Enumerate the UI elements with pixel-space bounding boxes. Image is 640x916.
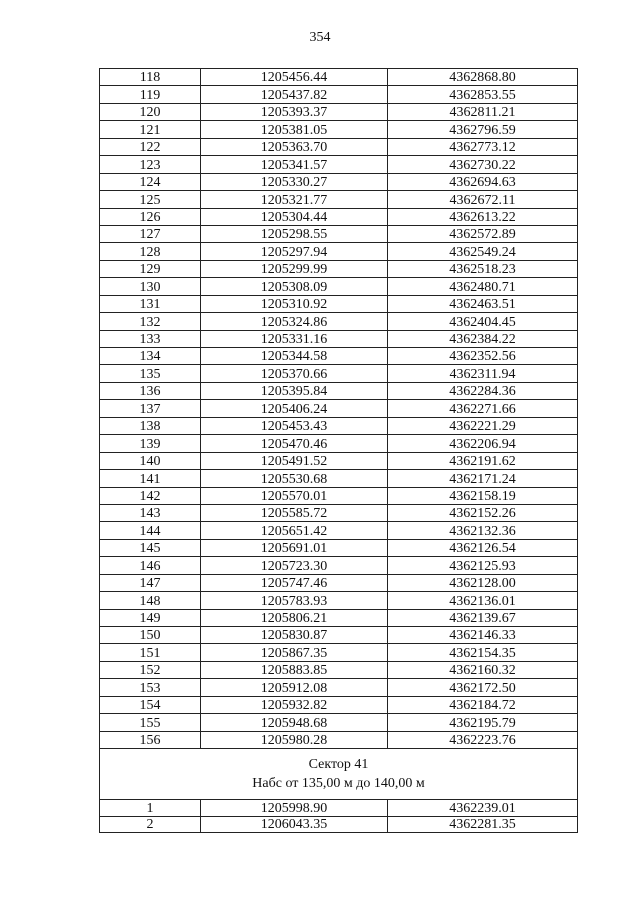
point-number-cell: 141 [100,470,201,487]
point-number-cell: 145 [100,539,201,556]
table-row [100,208,578,225]
y-coordinate-cell: 4362730.22 [388,156,578,173]
x-coordinate-cell: 1205363.70 [201,138,388,155]
table-row [100,679,578,696]
table-row [100,470,578,487]
table-row [100,627,578,644]
y-coordinate-cell: 4362132.36 [388,522,578,539]
y-coordinate-cell: 4362172.50 [388,679,578,696]
x-coordinate-cell: 1205883.85 [201,661,388,678]
page-number: 354 [309,30,331,45]
point-number-cell: 119 [100,86,201,103]
x-coordinate-cell: 1205406.24 [201,400,388,417]
point-number-cell: 2 [100,816,201,833]
coordinates-table [99,68,578,833]
x-coordinate-cell: 1205395.84 [201,382,388,399]
y-coordinate-cell: 4362773.12 [388,138,578,155]
x-coordinate-cell: 1205308.09 [201,278,388,295]
section-header-cell [100,749,578,800]
section-subtitle: Набс от 135,00 м до 140,00 м [252,776,425,792]
y-coordinate-cell: 4362271.66 [388,400,578,417]
table-row [100,816,578,833]
point-number-cell: 148 [100,592,201,609]
table-row [100,156,578,173]
table-row [100,313,578,330]
table-row [100,452,578,469]
y-coordinate-cell: 4362694.63 [388,173,578,190]
table-row [100,400,578,417]
x-coordinate-cell: 1206043.35 [201,816,388,833]
x-coordinate-cell: 1205998.90 [201,800,388,817]
table-row [100,121,578,138]
x-coordinate-cell: 1205948.68 [201,714,388,731]
x-coordinate-cell: 1205783.93 [201,592,388,609]
point-number-cell: 138 [100,417,201,434]
point-number-cell: 125 [100,191,201,208]
y-coordinate-cell: 4362672.11 [388,191,578,208]
table-row [100,86,578,103]
table-row [100,225,578,242]
y-coordinate-cell: 4362239.01 [388,800,578,817]
table-row [100,696,578,713]
x-coordinate-cell: 1205341.57 [201,156,388,173]
point-number-cell: 133 [100,330,201,347]
point-number-cell: 129 [100,260,201,277]
table-row [100,609,578,626]
table-row [100,69,578,86]
y-coordinate-cell: 4362853.55 [388,86,578,103]
point-number-cell: 121 [100,121,201,138]
table-row [100,191,578,208]
section-row [100,749,578,800]
point-number-cell: 123 [100,156,201,173]
point-number-cell: 118 [100,69,201,86]
y-coordinate-cell: 4362158.19 [388,487,578,504]
table-row [100,435,578,452]
point-number-cell: 120 [100,103,201,120]
table-row [100,278,578,295]
point-number-cell: 130 [100,278,201,295]
x-coordinate-cell: 1205310.92 [201,295,388,312]
x-coordinate-cell: 1205331.16 [201,330,388,347]
x-coordinate-cell: 1205470.46 [201,435,388,452]
x-coordinate-cell: 1205393.37 [201,103,388,120]
y-coordinate-cell: 4362284.36 [388,382,578,399]
x-coordinate-cell: 1205324.86 [201,313,388,330]
coordinates-table-body [100,69,578,833]
x-coordinate-cell: 1205830.87 [201,627,388,644]
table-row [100,539,578,556]
point-number-cell: 146 [100,557,201,574]
table-row [100,103,578,120]
point-number-cell: 143 [100,504,201,521]
y-coordinate-cell: 4362221.29 [388,417,578,434]
x-coordinate-cell: 1205456.44 [201,69,388,86]
point-number-cell: 127 [100,225,201,242]
table-row [100,522,578,539]
y-coordinate-cell: 4362868.80 [388,69,578,86]
table-row [100,557,578,574]
x-coordinate-cell: 1205344.58 [201,348,388,365]
x-coordinate-cell: 1205370.66 [201,365,388,382]
y-coordinate-cell: 4362572.89 [388,225,578,242]
y-coordinate-cell: 4362206.94 [388,435,578,452]
y-coordinate-cell: 4362146.33 [388,627,578,644]
point-number-cell: 122 [100,138,201,155]
table-row [100,504,578,521]
x-coordinate-cell: 1205491.52 [201,452,388,469]
y-coordinate-cell: 4362136.01 [388,592,578,609]
y-coordinate-cell: 4362281.35 [388,816,578,833]
point-number-cell: 137 [100,400,201,417]
point-number-cell: 154 [100,696,201,713]
table-row [100,487,578,504]
x-coordinate-cell: 1205806.21 [201,609,388,626]
point-number-cell: 153 [100,679,201,696]
table-row [100,644,578,661]
x-coordinate-cell: 1205304.44 [201,208,388,225]
table-row [100,731,578,748]
y-coordinate-cell: 4362152.26 [388,504,578,521]
point-number-cell: 147 [100,574,201,591]
section-title: Сектор 41 [308,757,369,773]
table-row [100,243,578,260]
y-coordinate-cell: 4362128.00 [388,574,578,591]
point-number-cell: 132 [100,313,201,330]
y-coordinate-cell: 4362191.62 [388,452,578,469]
x-coordinate-cell: 1205585.72 [201,504,388,521]
table-row [100,365,578,382]
point-number-cell: 152 [100,661,201,678]
x-coordinate-cell: 1205723.30 [201,557,388,574]
x-coordinate-cell: 1205867.35 [201,644,388,661]
table-row [100,574,578,591]
point-number-cell: 131 [100,295,201,312]
point-number-cell: 142 [100,487,201,504]
y-coordinate-cell: 4362796.59 [388,121,578,138]
y-coordinate-cell: 4362139.67 [388,609,578,626]
point-number-cell: 151 [100,644,201,661]
y-coordinate-cell: 4362171.24 [388,470,578,487]
y-coordinate-cell: 4362154.35 [388,644,578,661]
x-coordinate-cell: 1205297.94 [201,243,388,260]
y-coordinate-cell: 4362223.76 [388,731,578,748]
y-coordinate-cell: 4362311.94 [388,365,578,382]
y-coordinate-cell: 4362549.24 [388,243,578,260]
y-coordinate-cell: 4362463.51 [388,295,578,312]
x-coordinate-cell: 1205321.77 [201,191,388,208]
x-coordinate-cell: 1205298.55 [201,225,388,242]
table-row [100,138,578,155]
x-coordinate-cell: 1205932.82 [201,696,388,713]
x-coordinate-cell: 1205570.01 [201,487,388,504]
x-coordinate-cell: 1205530.68 [201,470,388,487]
x-coordinate-cell: 1205437.82 [201,86,388,103]
x-coordinate-cell: 1205453.43 [201,417,388,434]
table-row [100,348,578,365]
point-number-cell: 156 [100,731,201,748]
point-number-cell: 140 [100,452,201,469]
x-coordinate-cell: 1205299.99 [201,260,388,277]
x-coordinate-cell: 1205381.05 [201,121,388,138]
y-coordinate-cell: 4362613.22 [388,208,578,225]
point-number-cell: 1 [100,800,201,817]
point-number-cell: 135 [100,365,201,382]
table-row [100,417,578,434]
y-coordinate-cell: 4362480.71 [388,278,578,295]
y-coordinate-cell: 4362404.45 [388,313,578,330]
table-row [100,173,578,190]
x-coordinate-cell: 1205651.42 [201,522,388,539]
table-row [100,800,578,817]
point-number-cell: 124 [100,173,201,190]
table-row [100,382,578,399]
x-coordinate-cell: 1205980.28 [201,731,388,748]
y-coordinate-cell: 4362195.79 [388,714,578,731]
point-number-cell: 128 [100,243,201,260]
y-coordinate-cell: 4362126.54 [388,539,578,556]
table-row [100,714,578,731]
point-number-cell: 134 [100,348,201,365]
y-coordinate-cell: 4362125.93 [388,557,578,574]
y-coordinate-cell: 4362352.56 [388,348,578,365]
point-number-cell: 150 [100,627,201,644]
y-coordinate-cell: 4362811.21 [388,103,578,120]
point-number-cell: 144 [100,522,201,539]
y-coordinate-cell: 4362384.22 [388,330,578,347]
table-row [100,260,578,277]
table-row [100,295,578,312]
x-coordinate-cell: 1205747.46 [201,574,388,591]
point-number-cell: 139 [100,435,201,452]
x-coordinate-cell: 1205330.27 [201,173,388,190]
y-coordinate-cell: 4362184.72 [388,696,578,713]
point-number-cell: 155 [100,714,201,731]
table-row [100,592,578,609]
x-coordinate-cell: 1205912.08 [201,679,388,696]
point-number-cell: 136 [100,382,201,399]
x-coordinate-cell: 1205691.01 [201,539,388,556]
y-coordinate-cell: 4362160.32 [388,661,578,678]
table-row [100,661,578,678]
y-coordinate-cell: 4362518.23 [388,260,578,277]
point-number-cell: 149 [100,609,201,626]
point-number-cell: 126 [100,208,201,225]
table-row [100,330,578,347]
